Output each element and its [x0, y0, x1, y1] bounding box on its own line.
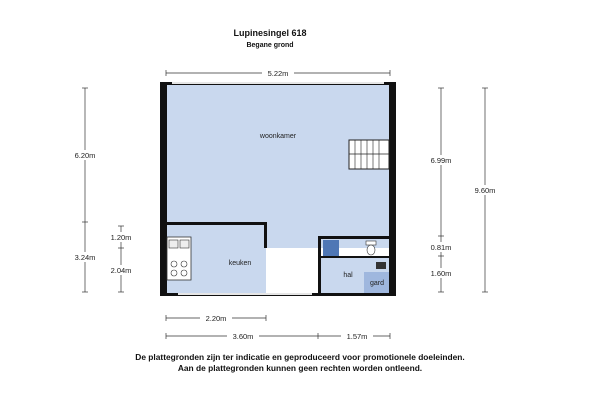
dim-right-a: 6.99m	[430, 156, 452, 165]
toilet	[366, 241, 376, 255]
toilet-bottom-wall	[320, 256, 390, 258]
room-label-hall: hal	[343, 272, 353, 279]
dim-bottom-c: 1.57m	[346, 332, 368, 341]
disclaimer-line-2: Aan de plattegronden kunnen geen rechten worden ontleend.	[177, 363, 423, 373]
dim-left-a: 1.20m	[110, 233, 132, 242]
dim-right-b: 0.81m	[430, 243, 452, 252]
dim-left-b: 2.04m	[110, 266, 132, 275]
kitchen-side-wall	[264, 222, 267, 248]
hall-left-wall	[318, 236, 321, 296]
kitchen-top-wall	[166, 222, 266, 225]
top-window	[172, 82, 384, 84]
room-label-living: woonkamer	[259, 133, 297, 140]
passage-area	[266, 236, 320, 248]
address-title: Lupinesingel 618	[233, 28, 307, 38]
right-wall	[389, 82, 396, 296]
room-label-wardrobe: gard	[369, 280, 385, 287]
dim-right-c: 1.60m	[430, 269, 452, 278]
kitchen-counter	[167, 237, 191, 280]
meter-cupboard	[323, 240, 339, 256]
bottom-window	[178, 293, 312, 295]
dim-left-lower-total: 3.24m	[74, 253, 96, 262]
dim-top-width: 5.22m	[267, 69, 289, 78]
floor-title: Begane grond	[246, 42, 294, 49]
disclaimer-line-1: De plattegronden zijn ter indicatie en geproduceerd voor promotionele doeleinden.	[135, 352, 465, 362]
staircase	[349, 140, 389, 169]
meter-icon	[376, 262, 386, 269]
dim-left-upper: 6.20m	[74, 151, 96, 160]
toilet-top-wall	[318, 236, 390, 239]
dim-bottom-b: 3.60m	[232, 332, 254, 341]
left-wall	[160, 82, 167, 296]
dim-right-total: 9.60m	[474, 186, 496, 195]
dim-bottom-a: 2.20m	[205, 314, 227, 323]
room-label-kitchen: keuken	[228, 260, 252, 267]
